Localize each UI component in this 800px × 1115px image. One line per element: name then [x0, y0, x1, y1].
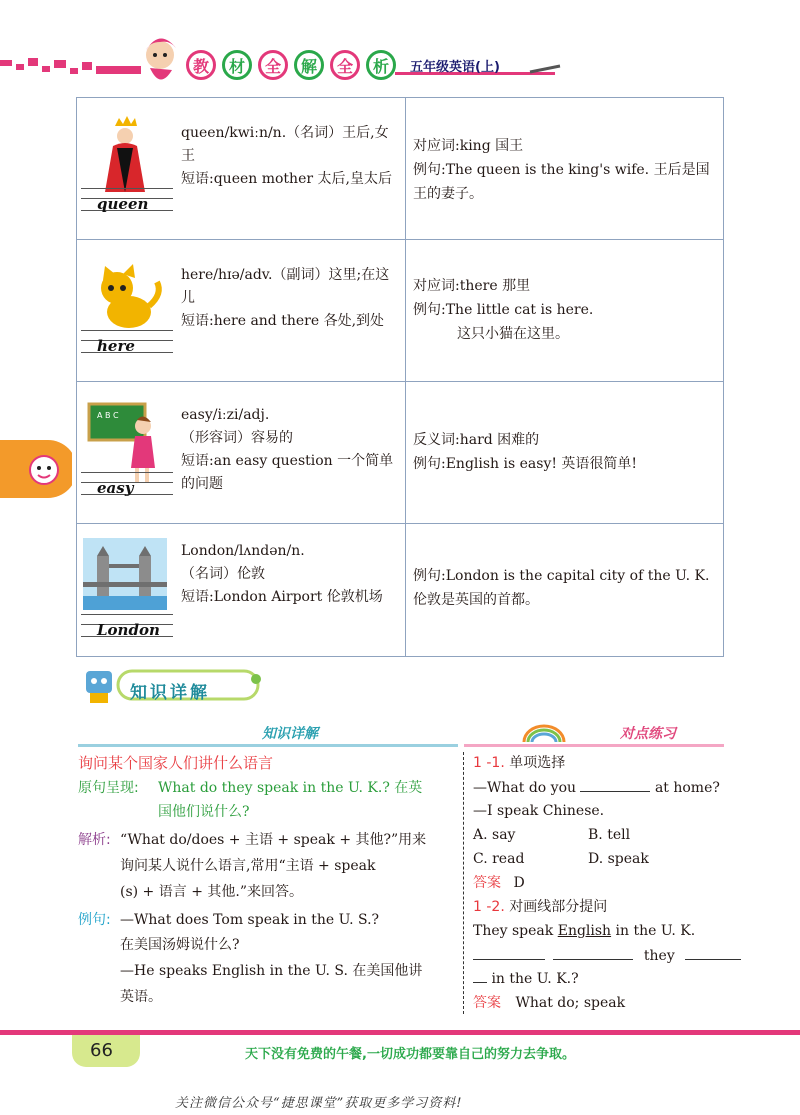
example-line: 例句:English is easy! 英语很简单! [413, 456, 638, 472]
svg-text:A B C: A B C [97, 411, 119, 420]
counterpart-line: 对应词:king 国王 [413, 138, 524, 154]
vocab-word: London [97, 621, 160, 639]
q1-blank[interactable] [580, 777, 650, 792]
vocab-example [413, 274, 719, 346]
fairy-mascot-icon [146, 38, 176, 79]
vocab-word: easy [97, 479, 134, 497]
phrase-line: 短语:London Airport 伦敦机场 [181, 589, 383, 605]
vocab-row-here [77, 240, 723, 382]
footer-motto: 天下没有免费的午餐,一切成功都要靠自己的努力去争取。 [245, 1047, 575, 1062]
header-char-4: 解 [294, 50, 324, 80]
vocab-definition [181, 122, 399, 191]
part-of-speech-line: （形容词）容易的 [181, 430, 293, 446]
definition-line: here/hɪə/adv.（副词）这里;在这儿 [181, 267, 390, 306]
analysis-line-1: “What do/does + 主语 + speak + 其他?”用来 [120, 832, 427, 848]
option-b: B. tell [588, 827, 631, 843]
part-of-speech-line: （名词）伦敦 [181, 566, 265, 582]
vocab-row-london [77, 524, 723, 656]
side-tab-mascot-icon [0, 440, 72, 498]
book-subtitle: 五年级英语(上) [410, 60, 500, 75]
column-divider [463, 752, 465, 1014]
analysis-line-2: 询问某人说什么语言,常用“主语 + speak [120, 858, 376, 874]
q2-line-2: they [473, 945, 741, 967]
vocab-definition [181, 264, 399, 333]
counterpart-line: 对应词:there 那里 [413, 278, 531, 294]
example-line-4: 英语。 [120, 989, 162, 1005]
vocab-example [413, 564, 719, 612]
explain-label: 知识详解 [262, 726, 318, 742]
header-char-2: 材 [222, 50, 252, 80]
q2-blank-2[interactable] [553, 945, 633, 960]
antonym-line: 反义词:hard 困难的 [413, 432, 540, 448]
watermark-text: 关注微信公众号“捷思课堂”获取更多学习资料! [175, 1096, 463, 1111]
example-line: 例句:The queen is the king's wife. 王后是国王的妻子。 [413, 162, 710, 202]
example-line-1: —What does Tom speak in the U. S.? [120, 912, 380, 928]
example-line: 例句:The little cat is here. [413, 302, 594, 318]
underlined-word: English [557, 923, 612, 939]
q2-blank-3[interactable] [685, 945, 741, 960]
vocab-row-easy [77, 382, 723, 524]
phrase-line: 短语:here and there 各处,到处 [181, 313, 385, 329]
header-char-3: 全 [258, 50, 288, 80]
definition-line: London/lʌndən/n. [181, 543, 305, 559]
analysis-line-3: (s) + 语言 + 其他.”来回答。 [120, 884, 303, 900]
page-header [0, 0, 800, 95]
q2-blank-4[interactable] [473, 968, 487, 983]
example-line-2: 在美国汤姆说什么? [120, 937, 240, 953]
original-sentence-label: 原句呈现: [78, 780, 139, 796]
vocab-definition [181, 540, 399, 609]
q2-line-3: in the U. K.? [473, 968, 579, 990]
header-char-1: 教 [186, 50, 216, 80]
vocab-word: here [97, 337, 135, 355]
practice-question-1-header: 1 -1. 单项选择 [473, 755, 566, 771]
option-a: A. say [473, 827, 516, 843]
page-number: 66 [90, 1040, 113, 1061]
q2-blank-1[interactable] [473, 945, 545, 960]
vocab-row-queen [77, 98, 723, 240]
q1-answer: 答案 D [473, 875, 525, 891]
analysis-label: 解析: [78, 832, 111, 848]
original-sentence-cont: 国他们说什么? [158, 804, 250, 820]
explain-heading: 询问某个国家人们讲什么语言 [78, 754, 274, 772]
vocab-example [413, 428, 719, 476]
option-d: D. speak [588, 851, 649, 867]
vocabulary-table [76, 97, 724, 657]
phrase-line: 短语:queen mother 太后,皇太后 [181, 171, 392, 187]
vocab-word: queen [97, 195, 149, 213]
definition-line: queen/kwiːn/n.（名词）王后,女王 [181, 125, 389, 164]
q2-answer: 答案 What do; speak [473, 995, 626, 1011]
original-sentence: What do they speak in the U. K.? 在英 [158, 780, 423, 796]
definition-line: easy/iːzi/adj. [181, 407, 270, 423]
vocab-example [413, 134, 719, 206]
practice-question-2-header: 1 -2. 对画线部分提问 [473, 899, 608, 915]
q1-line-2: —I speak Chinese. [473, 803, 605, 819]
vocab-definition [181, 404, 399, 496]
option-c: C. read [473, 851, 525, 867]
example-translation: 这只小猫在这里。 [457, 326, 569, 342]
phrase-line: 短语:an easy question 一个简单的问题 [181, 453, 394, 492]
example-line: 例句:London is the capital city of the U. K. 伦敦是英国的首都。 [413, 568, 710, 608]
header-char-5: 全 [330, 50, 360, 80]
example-line-3: —He speaks English in the U. S. 在美国他讲 [120, 963, 423, 979]
robot-mascot-icon [86, 671, 112, 703]
header-char-6: 析 [366, 50, 396, 80]
header-decoration [0, 0, 800, 95]
example-label: 例句: [78, 912, 111, 928]
rainbow-icon [524, 726, 564, 742]
q2-line-1: They speak English in the U. K. [473, 923, 696, 939]
q1-line-1: —What do you at home? [473, 777, 720, 799]
practice-label: 对点练习 [620, 726, 676, 742]
section-title: 知识详解 [130, 683, 210, 703]
